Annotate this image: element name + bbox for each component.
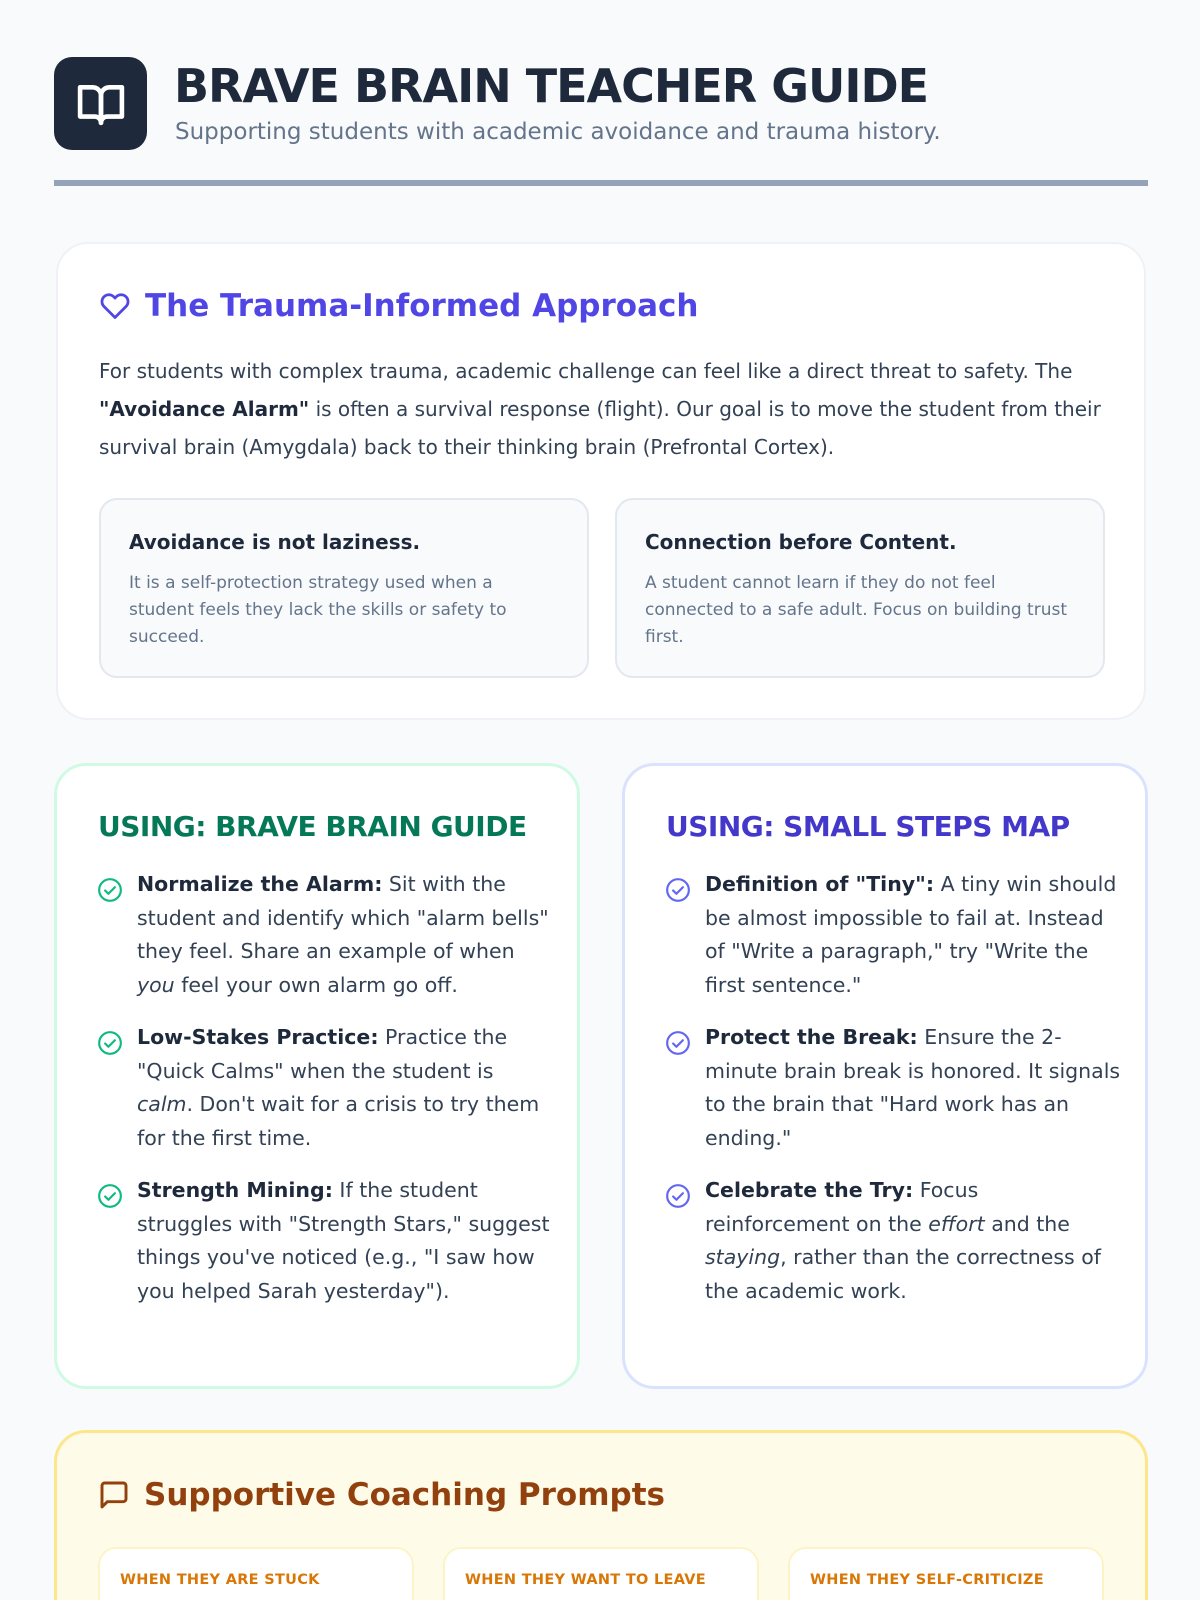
check-circle-icon bbox=[97, 1183, 123, 1209]
prompt-label: WHEN THEY WANT TO LEAVE bbox=[465, 1572, 707, 1588]
page-subtitle: Supporting students with academic avoidance and trauma history. bbox=[175, 119, 941, 145]
principle-card bbox=[99, 498, 589, 678]
prompt-label: WHEN THEY ARE STUCK bbox=[120, 1572, 320, 1588]
prompts-heading bbox=[98, 1477, 665, 1513]
small-steps-tips-list bbox=[665, 868, 1123, 1327]
principle-title: Connection before Content. bbox=[645, 530, 957, 554]
prompt-card bbox=[443, 1547, 759, 1600]
message-square-icon bbox=[98, 1479, 130, 1511]
list-item: Protect the Break: Ensure the 2-minute brain break is honored. It signals to the brain that "Hard work has an ending." bbox=[665, 1021, 1123, 1155]
list-item: Normalize the Alarm: Sit with the student and identify which "alarm bells" they feel. Share an example of when you feel your own alarm go off. bbox=[97, 868, 555, 1002]
book-open-icon bbox=[54, 57, 147, 150]
small-steps-map-title: USING: SMALL STEPS MAP bbox=[666, 810, 1070, 843]
prompts-title: Supportive Coaching Prompts bbox=[144, 1477, 665, 1513]
principle-text: A student cannot learn if they do not feel connected to a safe adult. Focus on building trust first. bbox=[645, 573, 1067, 647]
small-steps-map-card bbox=[622, 763, 1148, 1389]
brave-brain-guide-card bbox=[54, 763, 580, 1389]
approach-description: For students with complex trauma, academic challenge can feel like a direct threat to safety. The "Avoidance Alarm" is often a survival response (flight). Our goal is to move the student from their survival brain (Amygdala) back to their thinking brain (Prefrontal Cortex). bbox=[99, 359, 1101, 459]
list-item: Low-Stakes Practice: Practice the "Quick Calms" when the student is calm. Don't wait for a crisis to try them for the first time. bbox=[97, 1021, 555, 1155]
brave-brain-guide-title: USING: BRAVE BRAIN GUIDE bbox=[98, 810, 527, 843]
check-circle-icon bbox=[97, 1030, 123, 1056]
prompt-card bbox=[98, 1547, 414, 1600]
heart-icon bbox=[99, 291, 131, 321]
principle-card bbox=[615, 498, 1105, 678]
prompt-card bbox=[788, 1547, 1104, 1600]
brave-brain-tips-list bbox=[97, 868, 555, 1327]
approach-heading bbox=[99, 288, 698, 324]
list-item: Definition of "Tiny": A tiny win should be almost impossible to fail at. Instead of "Write a paragraph," try "Write the first sentence." bbox=[665, 868, 1123, 1002]
page-title: BRAVE BRAIN TEACHER GUIDE bbox=[174, 59, 929, 113]
list-item: Celebrate the Try: Focus reinforcement on the effort and the staying, rather than the correctness of the academic work. bbox=[665, 1174, 1123, 1308]
header-divider bbox=[54, 180, 1148, 186]
prompt-label: WHEN THEY SELF-CRITICIZE bbox=[810, 1572, 1044, 1588]
list-item: Strength Mining: If the student struggles with "Strength Stars," suggest things you've noticed (e.g., "I saw how you helped Sarah yesterday"). bbox=[97, 1174, 555, 1308]
trauma-informed-approach-card bbox=[56, 242, 1146, 720]
check-circle-icon bbox=[97, 877, 123, 903]
principle-text: It is a self-protection strategy used when a student feels they lack the skills or safety to succeed. bbox=[129, 573, 507, 647]
approach-title: The Trauma-Informed Approach bbox=[145, 288, 699, 324]
check-circle-icon bbox=[665, 1030, 691, 1056]
page-header bbox=[54, 57, 1148, 187]
check-circle-icon bbox=[665, 1183, 691, 1209]
principle-title: Avoidance is not laziness. bbox=[129, 530, 421, 554]
coaching-prompts-card bbox=[54, 1430, 1148, 1600]
check-circle-icon bbox=[665, 877, 691, 903]
